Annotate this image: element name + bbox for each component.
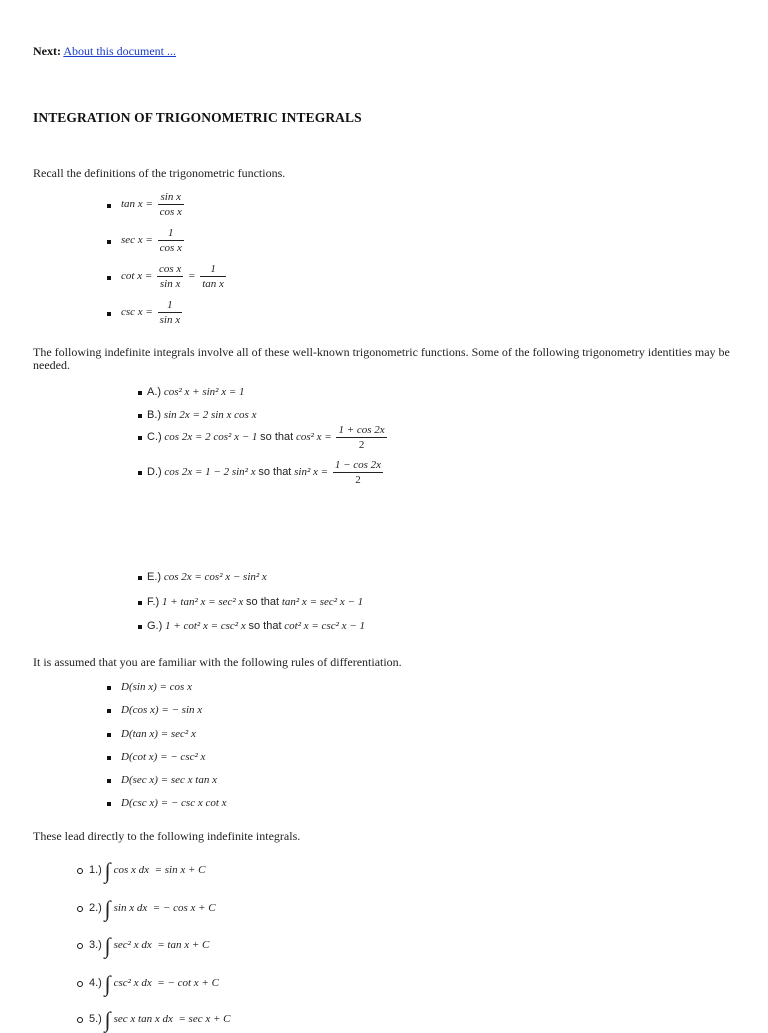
page-title: INTEGRATION OF TRIGONOMETRIC INTEGRALS — [33, 110, 362, 125]
derivative-tan: D(tan x) = sec² x — [121, 728, 196, 740]
bullet-square — [138, 576, 142, 580]
bullet-square — [138, 601, 142, 605]
bullet-square — [138, 471, 142, 475]
integral-item: 3.) ∫ sec² x dx = tan x + C — [89, 933, 210, 958]
identities-intro: The following indefinite integrals involve all of these well-known trigonometric functions. Some of the following trigonometry identities may be needed. — [33, 345, 730, 372]
next-nav — [33, 44, 176, 59]
bullet-square — [107, 709, 111, 713]
bullet-circle — [77, 906, 83, 912]
derivative-csc: D(csc x) = − csc x cot x — [121, 797, 227, 809]
identity-f: F.) 1 + tan² x = sec² x so that tan² x = sec² x − 1 — [147, 596, 364, 608]
bullet-square — [138, 414, 142, 418]
bullet-square — [107, 312, 111, 316]
derivative-sec: D(sec x) = sec x tan x — [121, 774, 217, 786]
def-sec: sec x = $\frac{1}{\text{cos x}}$ — [121, 227, 182, 254]
integral-sign: ∫ — [104, 971, 111, 996]
bullet-square — [138, 436, 142, 440]
bullet-circle — [77, 868, 83, 874]
integral-sign: ∫ — [104, 858, 111, 883]
bullet-circle — [77, 943, 83, 949]
bullet-circle — [77, 981, 83, 987]
integral-item: 5.) ∫ sec x tan x dx = sec x + C — [89, 1007, 231, 1032]
bullet-square — [107, 779, 111, 783]
bullet-square — [107, 240, 111, 244]
bullet-circle — [77, 1017, 83, 1023]
def-tan: tan x = $\frac{\text{sin x}}{\text{cos x}}$ — [121, 191, 182, 218]
identity-d: D.) cos 2x = 1 − 2 sin² x so that sin² x = $\frac{1 - \cos 2x}{2}$ — [147, 459, 382, 486]
intro-text: Recall the definitions of the trigonometric functions. — [33, 166, 286, 180]
identity-b: B.) sin 2x = 2 sin x cos x — [147, 409, 257, 421]
def-csc: csc x = $\frac{1}{\text{sin x}}$ — [121, 299, 181, 326]
derivative-sin: D(sin x) = cos x — [121, 681, 192, 693]
bullet-square — [107, 756, 111, 760]
next-label: Next: — [33, 44, 61, 58]
bullet-square — [107, 686, 111, 690]
identity-e: E.) cos 2x = cos² x − sin² x — [147, 571, 267, 583]
integrals-intro: These lead directly to the following indefinite integrals. — [33, 829, 301, 843]
def-cot: cot x = $\frac{\text{cos x}}{\text{sin x}}$ = $\frac{1}{\text{tan x}}$ — [121, 263, 224, 290]
bullet-square — [107, 733, 111, 737]
identity-g: G.) 1 + cot² x = csc² x so that cot² x = csc² x − 1 — [147, 620, 365, 632]
identity-c: C.) cos 2x = 2 cos² x − 1 so that cos² x = $\frac{1 + \cos 2x}{2}$ — [147, 424, 385, 451]
bullet-square — [138, 391, 142, 395]
bullet-square — [107, 802, 111, 806]
integral-item: 2.) ∫ sin x dx = − cos x + C — [89, 896, 216, 921]
integral-item: 4.) ∫ csc² x dx = − cot x + C — [89, 971, 219, 996]
differentiation-intro: It is assumed that you are familiar with the following rules of differentiation. — [33, 655, 402, 669]
integral-sign: ∫ — [104, 1007, 111, 1032]
bullet-square — [107, 204, 111, 208]
integral-item: 1.) ∫ cos x dx = sin x + C — [89, 858, 206, 883]
identity-a: A.) cos² x + sin² x = 1 — [147, 386, 245, 398]
derivative-cot: D(cot x) = − csc² x — [121, 751, 206, 763]
bullet-square — [138, 625, 142, 629]
integral-sign: ∫ — [104, 896, 111, 921]
derivative-cos: D(cos x) = − sin x — [121, 704, 203, 716]
about-document-link[interactable]: About this document ... — [63, 44, 176, 58]
integral-sign: ∫ — [104, 933, 111, 958]
bullet-square — [107, 276, 111, 280]
